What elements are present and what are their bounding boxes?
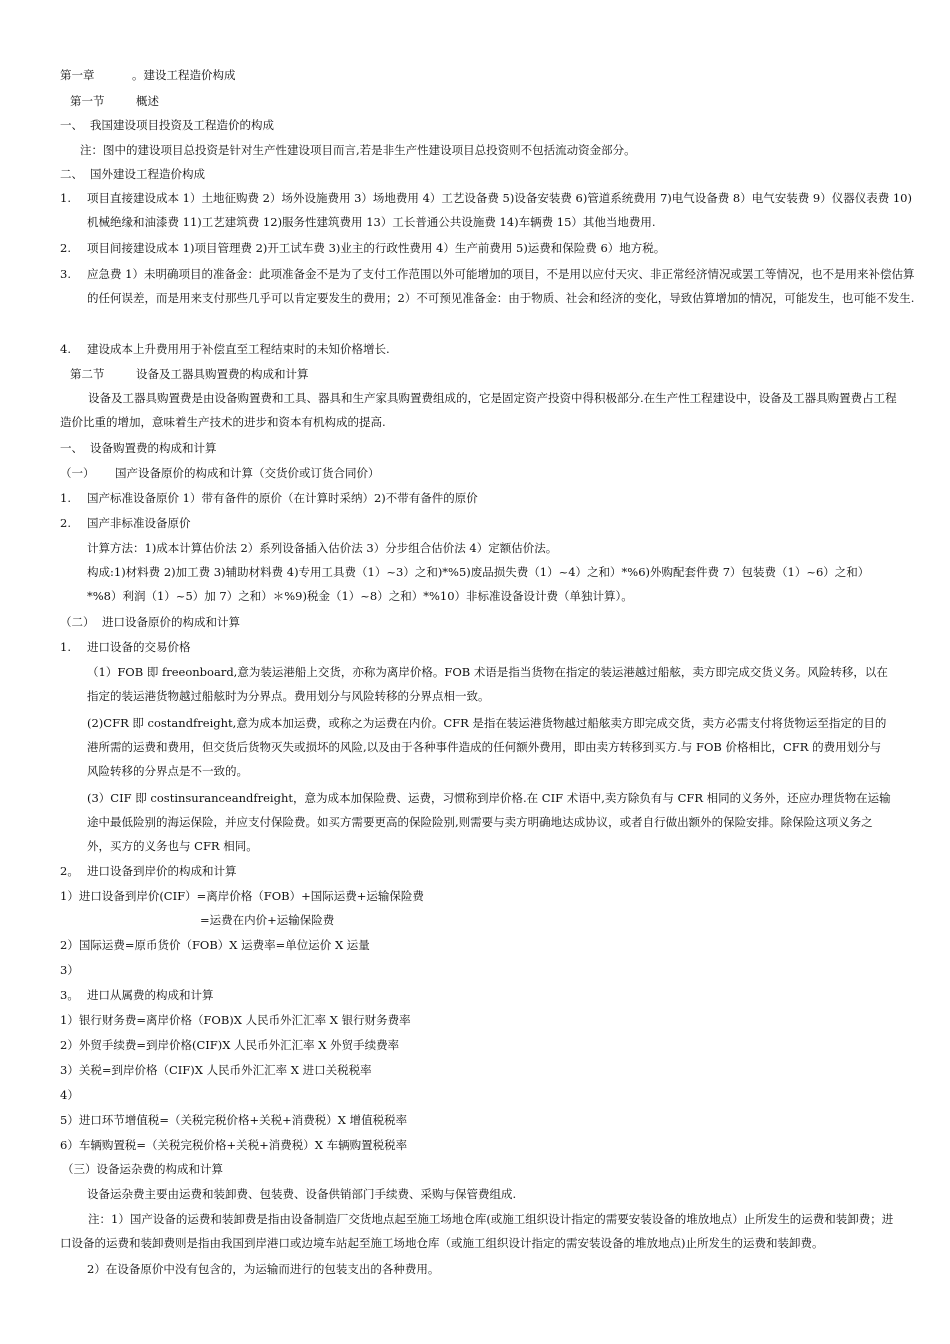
chapter-heading: 第一章 。建设工程造价构成 [60, 68, 236, 82]
fee-2: 2）外贸手续费=到岸价格(CIF)X 人民币外汇汇率 X 外贸手续费率 [60, 1038, 400, 1052]
fee-3: 3）关税=到岸价格（CIF)X 人民币外汇汇率 X 进口关税税率 [60, 1063, 372, 1077]
list-num-1: 1. [60, 191, 71, 205]
list-num-2: 2. [60, 241, 71, 255]
note-2: 注：1）国产设备的运费和装卸费是指由设备制造厂交货地点起至施工场地仓库(或施工组织设计指定的需要安装设备的堆放地点）止所发生的运费和装卸费；进口设备的运费和装卸费则是指由我国到岸港口或边境车站起至施工场地仓库（或施工组织设计指定的需安装设备的堆放地点)止所发生的运费和装卸费。 [60, 1212, 894, 1250]
formula-1: 1）进口设备到岸价(CIF）=离岸价格（FOB）+国际运费+运输保险费 [60, 889, 424, 903]
fee-6: 6）车辆购置税=（关税完税价格+关税+消费税）X 车辆购置税税率 [60, 1138, 408, 1152]
fob-paragraph: （1）FOB 即 freeonboard,意为装运港船上交货，亦称为离岸价格。FOB 术语是指当货物在指定的装运港越过船舷，卖方即完成交货义务。风险转移，以在指定的装运港货物越过船舷时为分界点。费用划分与风险转移的分界点相一致。 [87, 665, 888, 703]
section-1-heading: 第一节 概述 [70, 94, 159, 108]
list-2-text: 国产非标准设备原价 [87, 516, 191, 530]
k-1-text: 进口设备的交易价格 [87, 640, 191, 654]
fee-5: 5）进口环节增值税=（关税完税价格+关税+消费税）X 增值税税率 [60, 1113, 408, 1127]
list-num-3: 3. [60, 267, 71, 281]
section-2-heading: 第二节 设备及工器具购置费的构成和计算 [70, 367, 309, 381]
list-text-4: 建设成本上升费用用于补偿直至工程结束时的未知价格增长. [87, 342, 390, 356]
list-text-2: 项目间接建设成本 1)项目管理费 2)开工试车费 3)业主的行政性费用 4）生产前费用 5)运费和保险费 6）地方税。 [87, 241, 666, 255]
calc-method: 计算方法：1)成本计算估价法 2）系列设备插入估价法 3）分步组合估价法 4）定额估价法。 [87, 541, 558, 555]
k-2-heading: 2。 进口设备到岸价的构成和计算 [60, 864, 237, 878]
subheading-1: （一） 国产设备原价的构成和计算（交货价或订货合同价） [60, 466, 380, 480]
list-text-3: 应急费 1）未明确项目的准备金：此项准备金不是为了支付工作范围以外可能增加的项目，不是用以应付天灾、非正常经济情况或罢工等情况，也不是用来补偿估算的任何误差，而是用来支付那些几乎可以肯定要发生的费用；2）不可预见准备金：由于物质、社会和经济的变化，导致估算增加的情况，可能发生，也可能不发生. [87, 267, 915, 305]
formula-3: 3） [60, 963, 79, 977]
list-2-num: 2. [60, 516, 71, 530]
composition: 构成:1)材料费 2)加工费 3)辅助材料费 4)专用工具费（1）~3）之和)*%5)废品损失费（1）~4）之和）*%6)外购配套件费 7）包装费（1）~6）之和）*%8）利润（1）~5）加 7）之和）＊%9)税金（1）~8）之和）*%10）非标准设备设计费（单独计算）。 [87, 565, 870, 603]
k-1-num: 1. [60, 640, 71, 654]
note-1: 注：图中的建设项目总投资是针对生产性建设项目而言,若是非生产性建设项目总投资则不包括流动资金部分。 [80, 143, 636, 157]
heading-3: 一、 设备购置费的构成和计算 [60, 441, 217, 455]
list-num-4: 4. [60, 342, 71, 356]
cfr-paragraph: (2)CFR 即 costandfreight,意为成本加运费，或称之为运费在内价。CFR 是指在装运港货物越过船舷卖方即完成交货，卖方必需支付将货物运至指定的目的港所需的运费和费用，但交货后货物灭失或损坏的风险,以及由于各种事件造成的任何额外费用，即由卖方转移到买方.与 FOB 价格相比，CFR 的费用划分与风险转移的分界点是不一致的。 [87, 716, 887, 778]
list-text-1: 项目直接建设成本 1）土地征购费 2）场外设施费用 3）场地费用 4）工艺设备费 5)设备安装费 6)管道系统费用 7)电气设备费 8）电气安装费 9）仪器仪表费 10)机械绝缘和油漆费 11)工艺建筑费 12)服务性建筑费用 13）工长普通公共设施费 14)车辆费 15）其他当地费用. [87, 191, 912, 229]
list-1-num: 1. [60, 491, 71, 505]
paragraph-2: 设备运杂费主要由运费和装卸费、包装费、设备供销部门手续费、采购与保管费组成. [87, 1187, 517, 1201]
cif-paragraph: (3）CIF 即 costinsuranceandfreight，意为成本加保险费、运费，习惯称到岸价格.在 CIF 术语中,卖方除负有与 CFR 相同的义务外，还应办理货物在运输途中最低险别的海运保险，并应支付保险费。如买方需要更高的保险险别,则需要与卖方明确地达成协议，或者自行做出额外的保险安排。除保险这项义务之外，买方的义务也与 CFR 相同。 [87, 791, 891, 853]
subheading-2: （二） 进口设备原价的构成和计算 [60, 615, 240, 629]
formula-2: 2）国际运费=原币货价（FOB）X 运费率=单位运价 X 运量 [60, 938, 370, 952]
note-3: 2）在设备原价中没有包含的，为运输而进行的包装支出的各种费用。 [87, 1262, 440, 1276]
list-1-text: 国产标准设备原价 1）带有备件的原价（在计算时采纳）2)不带有备件的原价 [87, 491, 478, 505]
subheading-3: （三）设备运杂费的构成和计算 [62, 1162, 223, 1176]
heading-2: 二、 国外建设工程造价构成 [60, 167, 205, 181]
formula-1-cont: =运费在内价+运输保险费 [200, 913, 335, 927]
paragraph-1: 设备及工器具购置费是由设备购置费和工具、器具和生产家具购置费组成的，它是固定资产投资中得积极部分.在生产性工程建设中，设备及工器具购置费占工程造价比重的增加，意味着生产技术的进步和资本有机构成的提高. [60, 391, 897, 429]
fee-4: 4） [60, 1088, 79, 1102]
heading-1: 一、 我国建设项目投资及工程造价的构成 [60, 118, 274, 132]
fee-1: 1）银行财务费=离岸价格（FOB)X 人民币外汇汇率 X 银行财务费率 [60, 1013, 411, 1027]
k-3-heading: 3。 进口从属费的构成和计算 [60, 988, 214, 1002]
